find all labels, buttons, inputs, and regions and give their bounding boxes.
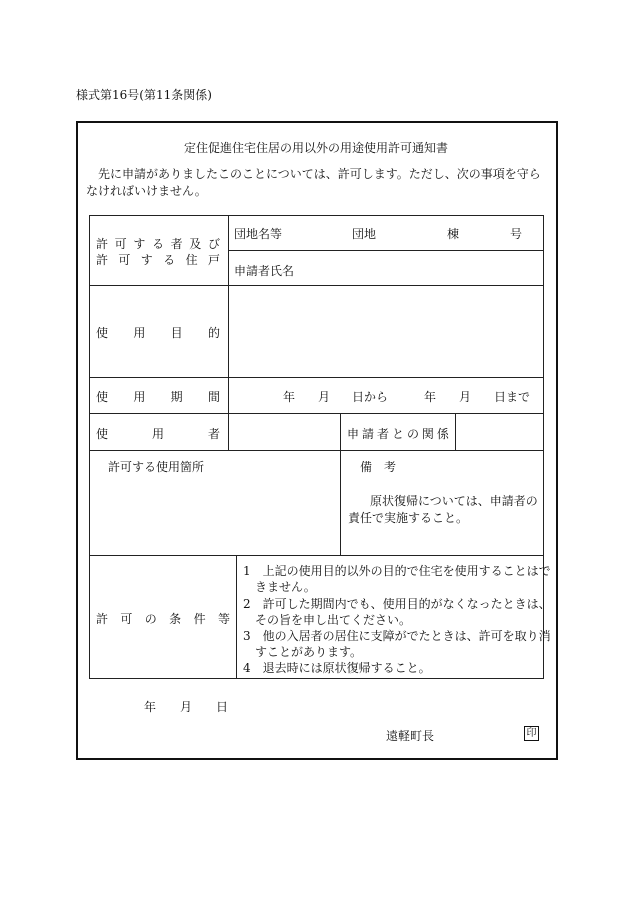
applicant-name-label: 申請者氏名: [234, 264, 295, 278]
period-day-from: 日から: [352, 390, 389, 404]
label-char: の: [144, 612, 157, 626]
building-label: 棟: [447, 227, 460, 241]
intro-paragraph: 先に申請がありましたこのことについては、許可します。ただし、次の事項を守らなければいけません。: [86, 167, 541, 198]
label-char: 等: [217, 612, 230, 626]
label-char: 用: [133, 390, 146, 404]
label-char: 使: [96, 326, 109, 340]
label-char: 及: [189, 237, 202, 251]
table-line: [89, 413, 544, 414]
label-char: 請: [361, 427, 374, 441]
label-char: 係: [436, 427, 449, 441]
label-char: 許: [96, 612, 109, 626]
table-line: [89, 555, 544, 556]
label-char: 用: [133, 326, 146, 340]
label-char: 可: [118, 253, 131, 267]
label-char: す: [140, 253, 153, 267]
label-char: 許: [96, 237, 109, 251]
user-label: [96, 425, 220, 442]
issuer-name: 遠軽町長: [386, 729, 435, 743]
purpose-label: [96, 324, 220, 341]
label-char: 者: [170, 237, 183, 251]
table-line: [236, 555, 237, 678]
label-char: 目: [170, 326, 183, 340]
label-char: 件: [193, 612, 206, 626]
usage-location-label: 許可する使用箇所: [108, 460, 205, 474]
label-char: る: [151, 237, 164, 251]
label-char: 可: [114, 237, 127, 251]
label-char: 使: [96, 427, 109, 441]
label-char: 期: [170, 390, 183, 404]
condition-item-3: 3 他の入居者の居住に支障がでたときは、許可を取り消すことがあります。: [243, 629, 551, 659]
period-year-from: 年: [283, 390, 296, 404]
label-char: 許: [96, 253, 109, 267]
period-label: [96, 388, 220, 405]
remarks-label: 備 考: [360, 460, 397, 474]
condition-item-1: 1 上記の使用目的以外の目的で住宅を使用することはできません。: [243, 564, 551, 594]
label-char: と: [391, 427, 404, 441]
table-border-top: [89, 215, 544, 216]
period-month-to: 月: [459, 390, 472, 404]
issue-date-day: 日: [216, 700, 229, 714]
label-char: の: [406, 427, 419, 441]
label-char: 申: [347, 427, 360, 441]
label-char: 住: [185, 253, 198, 267]
period-day-to: 日まで: [494, 390, 531, 404]
label-char: 可: [120, 612, 133, 626]
table-line: [455, 413, 456, 450]
remarks-text: 原状復帰については、申請者の責任で実施すること。: [348, 494, 538, 525]
label-char: 者: [207, 427, 220, 441]
label-char: 間: [207, 390, 220, 404]
document-title: 定住促進住宅住居の用以外の用途使用許可通知書: [183, 141, 448, 155]
table-line: [89, 450, 544, 451]
period-month-from: 月: [318, 390, 331, 404]
danchi-label: 団地: [352, 227, 377, 241]
table-border-bottom: [89, 678, 544, 679]
label-char: 者: [376, 427, 389, 441]
condition-item-4: 4 退去時には原状復帰すること。: [243, 661, 431, 675]
permitted-person-label-line2: [96, 251, 220, 268]
seal-mark: 印: [524, 726, 539, 741]
label-char: 用: [151, 427, 164, 441]
relation-label: [347, 425, 449, 442]
danchi-name-label: 団地名等: [234, 227, 283, 241]
table-line: [89, 377, 544, 378]
permitted-person-label-line1: [96, 235, 220, 252]
period-year-to: 年: [424, 390, 437, 404]
label-char: 的: [207, 326, 220, 340]
form-number-label: 様式第16号(第11条関係): [76, 88, 212, 102]
label-char: 使: [96, 390, 109, 404]
label-char: 関: [421, 427, 434, 441]
label-char: す: [133, 237, 146, 251]
conditions-label: [96, 610, 230, 627]
label-char: 戸: [207, 253, 220, 267]
label-char: 条: [169, 612, 182, 626]
label-char: び: [207, 237, 220, 251]
table-line: [89, 285, 544, 286]
issue-date-month: 月: [180, 700, 193, 714]
table-line: [228, 215, 229, 450]
condition-item-2: 2 許可した期間内でも、使用目的がなくなったときは、その旨を申し出てください。: [243, 597, 551, 627]
issue-date-year: 年: [144, 700, 157, 714]
table-line: [340, 413, 341, 555]
unit-number-label: 号: [510, 227, 523, 241]
table-border-left: [89, 215, 90, 679]
label-char: る: [163, 253, 176, 267]
table-line: [228, 250, 544, 251]
